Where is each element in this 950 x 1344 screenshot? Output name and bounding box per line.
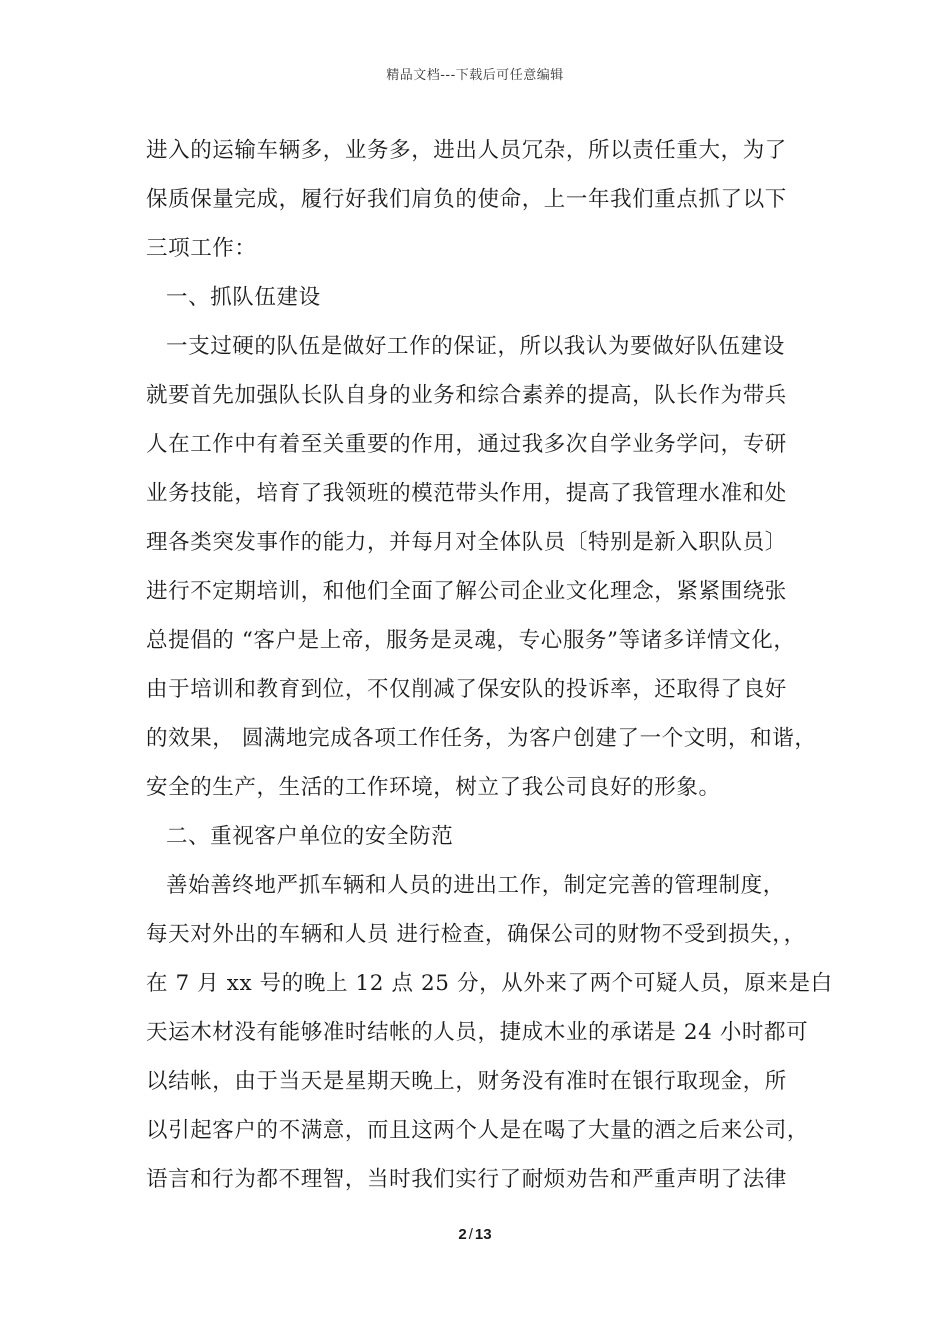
text-line: 由于培训和教育到位，不仅削减了保安队的投诉率，还取得了良好 — [146, 677, 787, 702]
page-number — [0, 1226, 950, 1243]
text-line: 进行不定期培训，和他们全面了解公司企业文化理念，紧紧围绕张 — [146, 579, 787, 604]
current-page: 2 — [458, 1226, 467, 1243]
text-line: 三项工作： — [146, 236, 257, 261]
text-line: 理各类突发事作的能力，并每月对全体队员〔特别是新入职队员〕 — [146, 530, 787, 555]
text-line: 在 7 月 xx 号的晚上 12 点 25 分，从外来了两个可疑人员，原来是白 — [146, 971, 833, 996]
page-header: 精品文档---下载后可任意编辑 — [386, 68, 564, 83]
text-line: 就要首先加强队长队自身的业务和综合素养的提高，队长作为带兵 — [146, 383, 787, 408]
text-line: 的效果， 圆满地完成各项工作任务，为客户创建了一个文明，和谐， — [146, 726, 817, 751]
text-line: 以结帐，由于当天是星期天晚上，财务没有准时在银行取现金，所 — [146, 1069, 787, 1094]
text-line: 保质保量完成，履行好我们肩负的使命，上一年我们重点抓了以下 — [146, 187, 787, 212]
text-line: 语言和行为都不理智，当时我们实行了耐烦劝告和严重声明了法律 — [146, 1167, 787, 1192]
text-line: 一支过硬的队伍是做好工作的保证，所以我认为要做好队伍建设 — [166, 334, 785, 359]
text-line: 善始善终地严抓车辆和人员的进出工作，制定完善的管理制度， — [166, 873, 785, 898]
text-line: 人在工作中有着至关重要的作用，通过我多次自学业务学问，专研 — [146, 432, 787, 457]
section-heading: 二、重视客户单位的安全防范 — [166, 824, 454, 849]
text-line: 业务技能，培育了我领班的模范带头作用，提高了我管理水准和处 — [146, 481, 787, 506]
total-pages: 13 — [474, 1226, 492, 1243]
page-separator: / — [468, 1226, 473, 1243]
text-line: 安全的生产，生活的工作环境，树立了我公司良好的形象。 — [146, 775, 721, 800]
text-line: 每天对外出的车辆和人员 进行检查，确保公司的财物不受到损失，， — [146, 922, 806, 947]
text-line: 进入的运输车辆多，业务多，进出人员冗杂，所以责任重大，为了 — [146, 138, 787, 163]
text-line: 总提倡的 “客户是上帝，服务是灵魂，专心服务”等诸多详情文化， — [146, 628, 796, 653]
document-body — [146, 126, 833, 1204]
section-heading: 一、抓队伍建设 — [166, 285, 321, 310]
text-line: 以引起客户的不满意，而且这两个人是在喝了大量的酒之后来公司， — [146, 1118, 810, 1143]
text-line: 天运木材没有能够准时结帐的人员，捷成木业的承诺是 24 小时都可 — [146, 1020, 809, 1045]
